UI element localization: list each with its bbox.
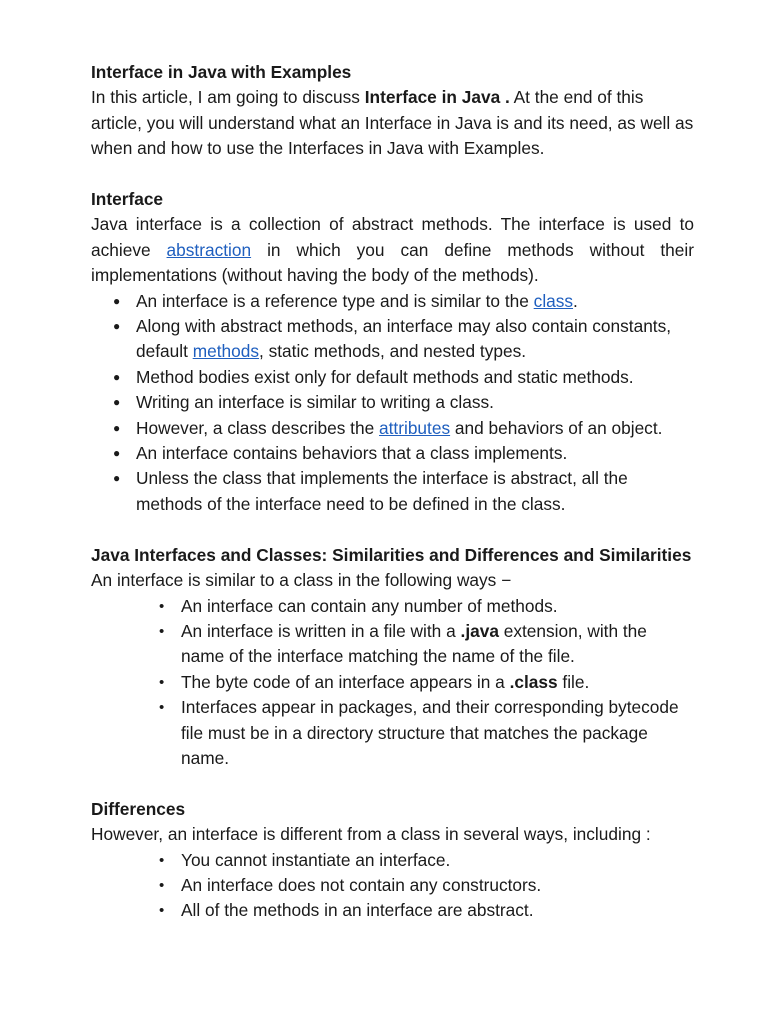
methods-link[interactable]: methods xyxy=(192,341,259,362)
list-item-text: . xyxy=(573,290,578,311)
similarities-heading: Java Interfaces and Classes: Similarities and Differences and Similarities xyxy=(91,544,692,565)
spacer xyxy=(91,162,694,187)
list-item xyxy=(91,314,694,365)
intro-text-2: At the end of this article, you will understand what an Interface in Java is and its need, as well as when and how to use the Interfaces in Java with Examples. xyxy=(91,87,694,159)
list-item-text: Along with abstract methods, an interface may also contain constants, default xyxy=(136,316,672,362)
list-item xyxy=(91,873,694,898)
list-item-text: Method bodies exist only for default methods and static methods. xyxy=(136,366,634,387)
interface-paragraph xyxy=(91,212,694,288)
differences-bullet-list xyxy=(91,848,694,924)
list-item-text: An interface contains behaviors that a class implements. xyxy=(136,443,568,464)
class-extension-bold: .class xyxy=(509,671,558,692)
interface-text-1: Java interface is a collection of abstract methods. The interface is used to achieve xyxy=(91,214,694,260)
list-item xyxy=(91,365,694,390)
intro-paragraph xyxy=(91,85,694,161)
similarities-bullet-list xyxy=(91,594,694,772)
list-item-text: All of the methods in an interface are abstract. xyxy=(181,900,534,921)
list-item xyxy=(91,695,694,771)
differences-heading: Differences xyxy=(91,798,186,819)
list-item xyxy=(91,390,694,415)
spacer xyxy=(91,771,694,796)
list-item-text: An interface is written in a file with a xyxy=(181,620,461,641)
list-item-text: You cannot instantiate an interface. xyxy=(181,849,451,870)
list-item-text: An interface can contain any number of methods. xyxy=(181,595,558,616)
intro-bold: Interface in Java . xyxy=(364,87,510,108)
abstraction-link[interactable]: abstraction xyxy=(166,239,252,260)
list-item xyxy=(91,594,694,619)
attributes-link[interactable]: attributes xyxy=(379,417,451,438)
differences-lead: However, an interface is different from a class in several ways, including : xyxy=(91,824,651,845)
list-item-text: Writing an interface is similar to writing a class. xyxy=(136,392,494,413)
list-item xyxy=(91,416,694,441)
similarities-lead: An interface is similar to a class in the following ways − xyxy=(91,570,512,591)
list-item-text: and behaviors of an object. xyxy=(450,417,663,438)
class-link[interactable]: class xyxy=(533,290,574,311)
list-item-text: An interface is a reference type and is similar to the xyxy=(136,290,534,311)
list-item-text: extension, with the name of the interface matching the name of the file. xyxy=(181,620,647,667)
list-item-text: The byte code of an interface appears in a xyxy=(181,671,510,692)
spacer xyxy=(91,517,694,542)
list-item-text: However, a class describes the xyxy=(136,417,380,438)
list-item-text: An interface does not contain any constructors. xyxy=(181,874,542,895)
list-item-text: Unless the class that implements the interface is abstract, all the methods of the interface need to be defined in the class. xyxy=(136,468,628,514)
interface-bullet-list xyxy=(91,289,694,518)
list-item xyxy=(91,289,694,314)
list-item xyxy=(91,441,694,466)
java-extension-bold: .java xyxy=(460,620,499,641)
list-item xyxy=(91,898,694,923)
list-item xyxy=(91,670,694,695)
interface-text-2: in which you can define methods without their implementations (without having the body of the methods). xyxy=(91,239,694,286)
list-item-text: , static methods, and nested types. xyxy=(258,341,527,362)
list-item-text: file. xyxy=(557,671,590,692)
list-item xyxy=(91,619,694,670)
document-title: Interface in Java with Examples xyxy=(91,62,352,82)
intro-text-1: In this article, I am going to discuss xyxy=(91,87,365,108)
list-item-text: Interfaces appear in packages, and their corresponding bytecode file must be in a directory structure that matches the package name. xyxy=(181,697,679,768)
list-item xyxy=(91,848,694,873)
list-item xyxy=(91,466,694,517)
interface-heading: Interface xyxy=(91,189,164,210)
